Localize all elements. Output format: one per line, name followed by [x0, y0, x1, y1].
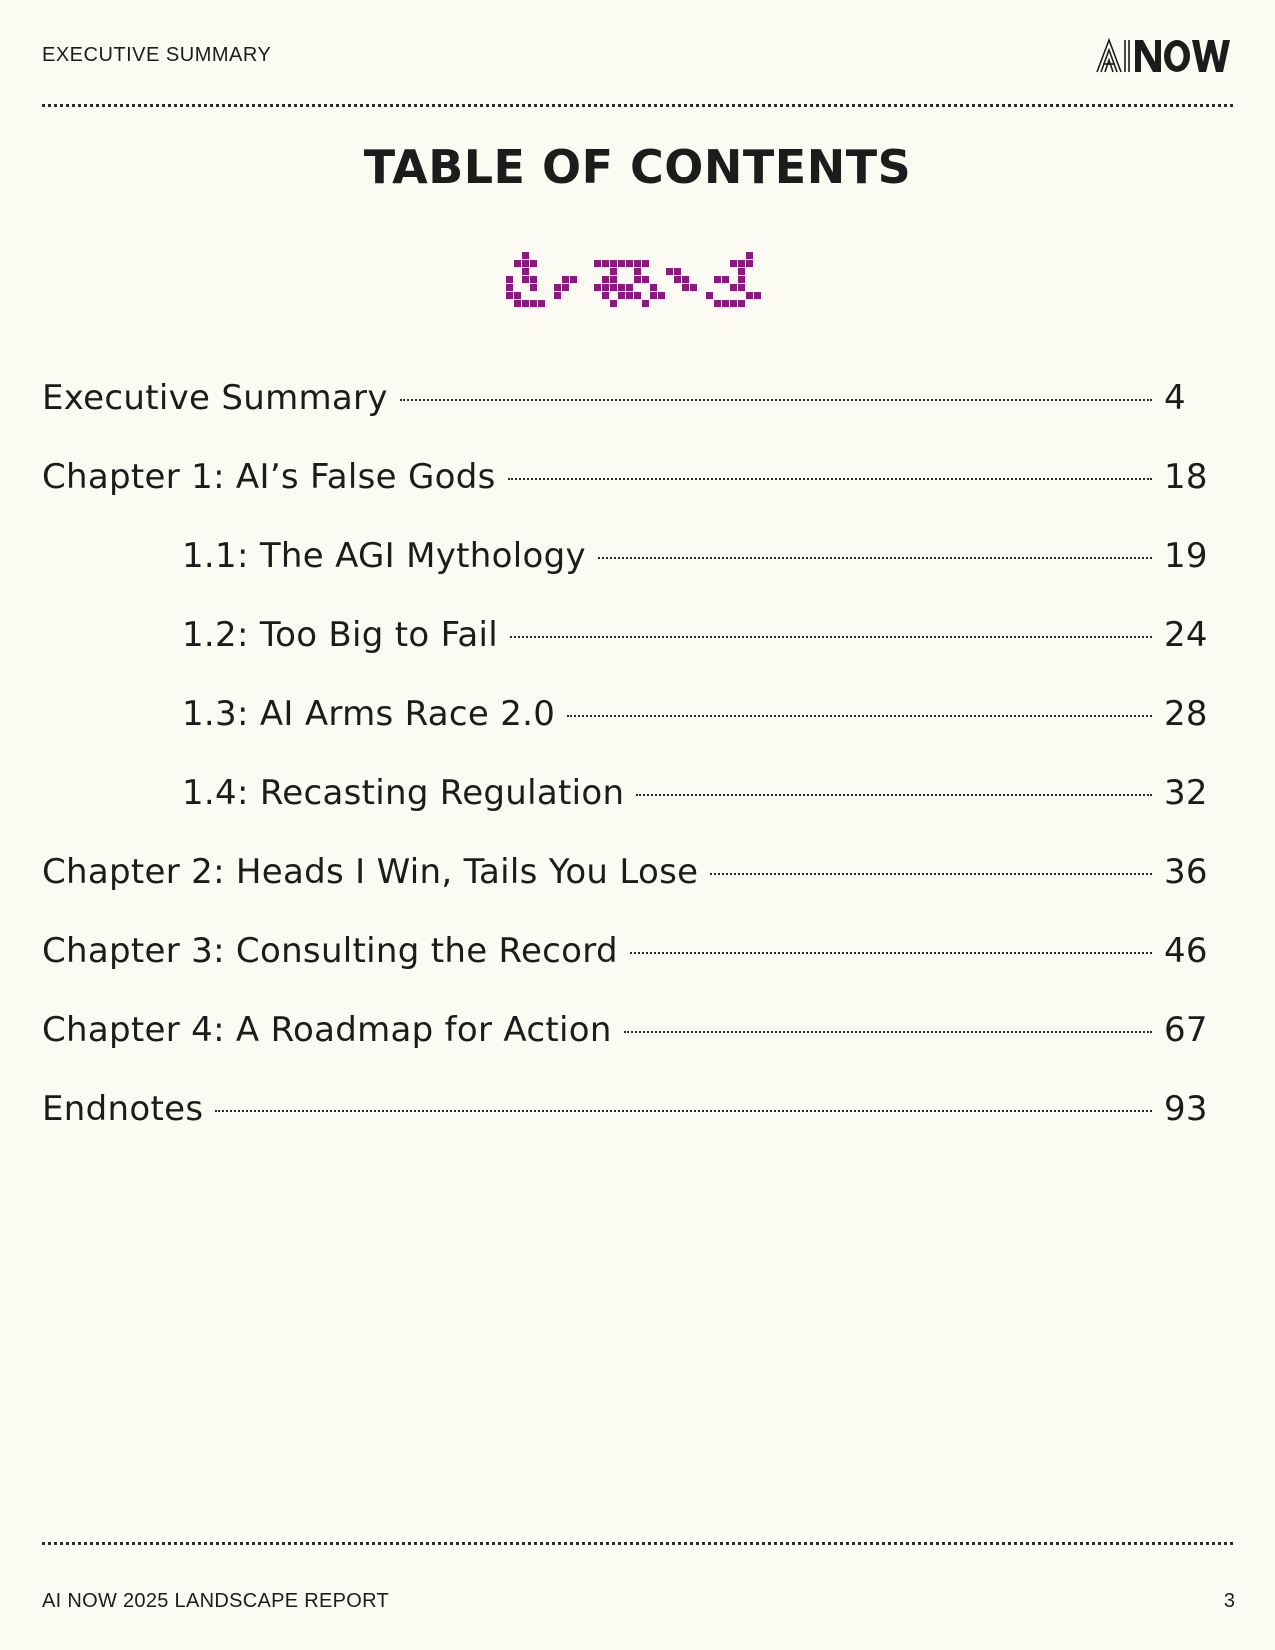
ornament-pixel	[530, 284, 537, 291]
ornament-pixel	[610, 284, 617, 291]
ornament-pixel	[746, 252, 753, 259]
ornament-pixel	[690, 284, 697, 291]
ornament-pixel	[634, 292, 641, 299]
ornament-pixel	[522, 276, 529, 283]
ornament-pixel	[530, 300, 537, 307]
toc-entry[interactable]	[42, 852, 1222, 931]
header-divider	[42, 104, 1233, 107]
toc-entry-page: 24	[1164, 615, 1208, 655]
ornament-pixel	[682, 276, 689, 283]
toc-entry-label: Executive Summary	[42, 378, 388, 418]
ornament-pixel	[618, 260, 625, 267]
ornament-pixel	[738, 260, 745, 267]
toc-dot-leader	[636, 794, 1152, 796]
table-of-contents	[42, 378, 1222, 1168]
ornament-pixel	[738, 300, 745, 307]
ornament-pixel	[562, 276, 569, 283]
toc-entry[interactable]	[42, 1089, 1222, 1168]
ornament-pixel	[626, 260, 633, 267]
ornament-pixel	[730, 260, 737, 267]
toc-dot-leader	[400, 399, 1152, 401]
ornament-pixel	[602, 284, 609, 291]
ornament-pixel	[626, 292, 633, 299]
ornament-pixel	[650, 284, 657, 291]
ornament-pixel	[618, 292, 625, 299]
ornament-pixel	[714, 300, 721, 307]
ornament-pixel	[618, 284, 625, 291]
toc-entry-label: Chapter 4: A Roadmap for Action	[42, 1010, 612, 1050]
toc-dot-leader	[215, 1110, 1152, 1112]
toc-entry[interactable]	[42, 694, 1222, 773]
ornament-pixel	[610, 300, 617, 307]
ornament-pixel	[530, 260, 537, 267]
toc-entry-label: 1.1: The AGI Mythology	[182, 536, 586, 576]
ornament-pixel	[506, 276, 513, 283]
ornament-pixel	[610, 268, 617, 275]
ornament-pixel	[554, 292, 561, 299]
ornament-pixel	[506, 292, 513, 299]
toc-entry-label: 1.3: AI Arms Race 2.0	[182, 694, 556, 734]
ornament-pixel	[514, 292, 521, 299]
toc-entry-label: Endnotes	[42, 1089, 204, 1129]
ornament-pixel	[674, 268, 681, 275]
toc-entry[interactable]	[42, 931, 1222, 1010]
ornament-pixel	[714, 276, 721, 283]
toc-entry-label: 1.2: Too Big to Fail	[182, 615, 499, 655]
ornament-pixel	[682, 284, 689, 291]
ornament-pixel	[722, 276, 729, 283]
toc-entry-page: 32	[1164, 773, 1208, 813]
ornament-pixel	[506, 284, 513, 291]
footer-divider	[42, 1542, 1233, 1545]
ornament-pixel	[730, 284, 737, 291]
ornament-pixel	[650, 292, 657, 299]
ornament-pixel	[666, 268, 673, 275]
ornament-pixel	[562, 284, 569, 291]
ornament-pixel	[634, 268, 641, 275]
ornament-pixel	[738, 284, 745, 291]
page-title: TABLE OF CONTENTS	[363, 140, 912, 194]
ornament-pixel	[746, 292, 753, 299]
ornament-pixel	[602, 292, 609, 299]
toc-entry-page: 36	[1164, 852, 1208, 892]
toc-entry-label: Chapter 3: Consulting the Record	[42, 931, 618, 971]
ornament-pixel	[530, 276, 537, 283]
toc-entry[interactable]	[42, 457, 1222, 536]
toc-dot-leader	[567, 715, 1152, 717]
ornament-pixel	[642, 300, 649, 307]
toc-entry-page: 67	[1164, 1010, 1208, 1050]
toc-entry-page: 19	[1164, 536, 1208, 576]
toc-dot-leader	[510, 636, 1152, 638]
toc-entry[interactable]	[42, 536, 1222, 615]
ornament-pixel	[514, 300, 521, 307]
ornament-pixel	[706, 292, 713, 299]
page-number: 3	[1223, 1590, 1235, 1612]
ornament-pixel	[522, 260, 529, 267]
toc-dot-leader	[630, 952, 1152, 954]
ornament-pixel	[634, 276, 641, 283]
ornament-pixel	[610, 260, 617, 267]
toc-entry-label: Chapter 1: AI’s False Gods	[42, 457, 496, 497]
toc-entry-page: 28	[1164, 694, 1208, 734]
ornament-pixel	[554, 284, 561, 291]
ornament-pixel	[522, 252, 529, 259]
toc-dot-leader	[508, 478, 1152, 480]
toc-entry-page: 46	[1164, 931, 1208, 971]
toc-entry-label: Chapter 2: Heads I Win, Tails You Lose	[42, 852, 699, 892]
ornament-pixel	[746, 260, 753, 267]
ornament-pixel	[674, 276, 681, 283]
toc-dot-leader	[598, 557, 1152, 559]
ornament-pixel	[594, 260, 601, 267]
ornament-pixel	[658, 292, 665, 299]
ornament-pixel	[626, 284, 633, 291]
ornament-pixel	[754, 292, 761, 299]
pixel-ornament	[506, 252, 770, 316]
ornament-pixel	[738, 268, 745, 275]
toc-entry-page: 93	[1164, 1089, 1208, 1129]
ornament-pixel	[570, 276, 577, 283]
ornament-pixel	[738, 276, 745, 283]
ornament-pixel	[642, 276, 649, 283]
toc-entry-page: 4	[1164, 378, 1186, 418]
toc-entry-label: 1.4: Recasting Regulation	[182, 773, 625, 813]
toc-entry[interactable]	[42, 1010, 1222, 1089]
ai-now-logo	[1095, 36, 1235, 76]
section-label: EXECUTIVE SUMMARY	[42, 44, 272, 66]
ornament-pixel	[722, 300, 729, 307]
ornament-pixel	[602, 276, 609, 283]
report-name: AI NOW 2025 LANDSCAPE REPORT	[42, 1590, 390, 1612]
toc-entry[interactable]	[42, 615, 1222, 694]
ornament-pixel	[634, 260, 641, 267]
toc-entry-page: 18	[1164, 457, 1208, 497]
ornament-pixel	[642, 260, 649, 267]
ornament-pixel	[522, 268, 529, 275]
ornament-pixel	[514, 260, 521, 267]
ornament-pixel	[602, 260, 609, 267]
toc-entry[interactable]	[42, 378, 1222, 457]
ornament-pixel	[522, 300, 529, 307]
toc-dot-leader	[624, 1031, 1152, 1033]
toc-entry[interactable]	[42, 773, 1222, 852]
ornament-pixel	[730, 300, 737, 307]
ornament-pixel	[538, 300, 545, 307]
toc-dot-leader	[710, 873, 1152, 875]
ornament-pixel	[594, 284, 601, 291]
ornament-pixel	[610, 276, 617, 283]
